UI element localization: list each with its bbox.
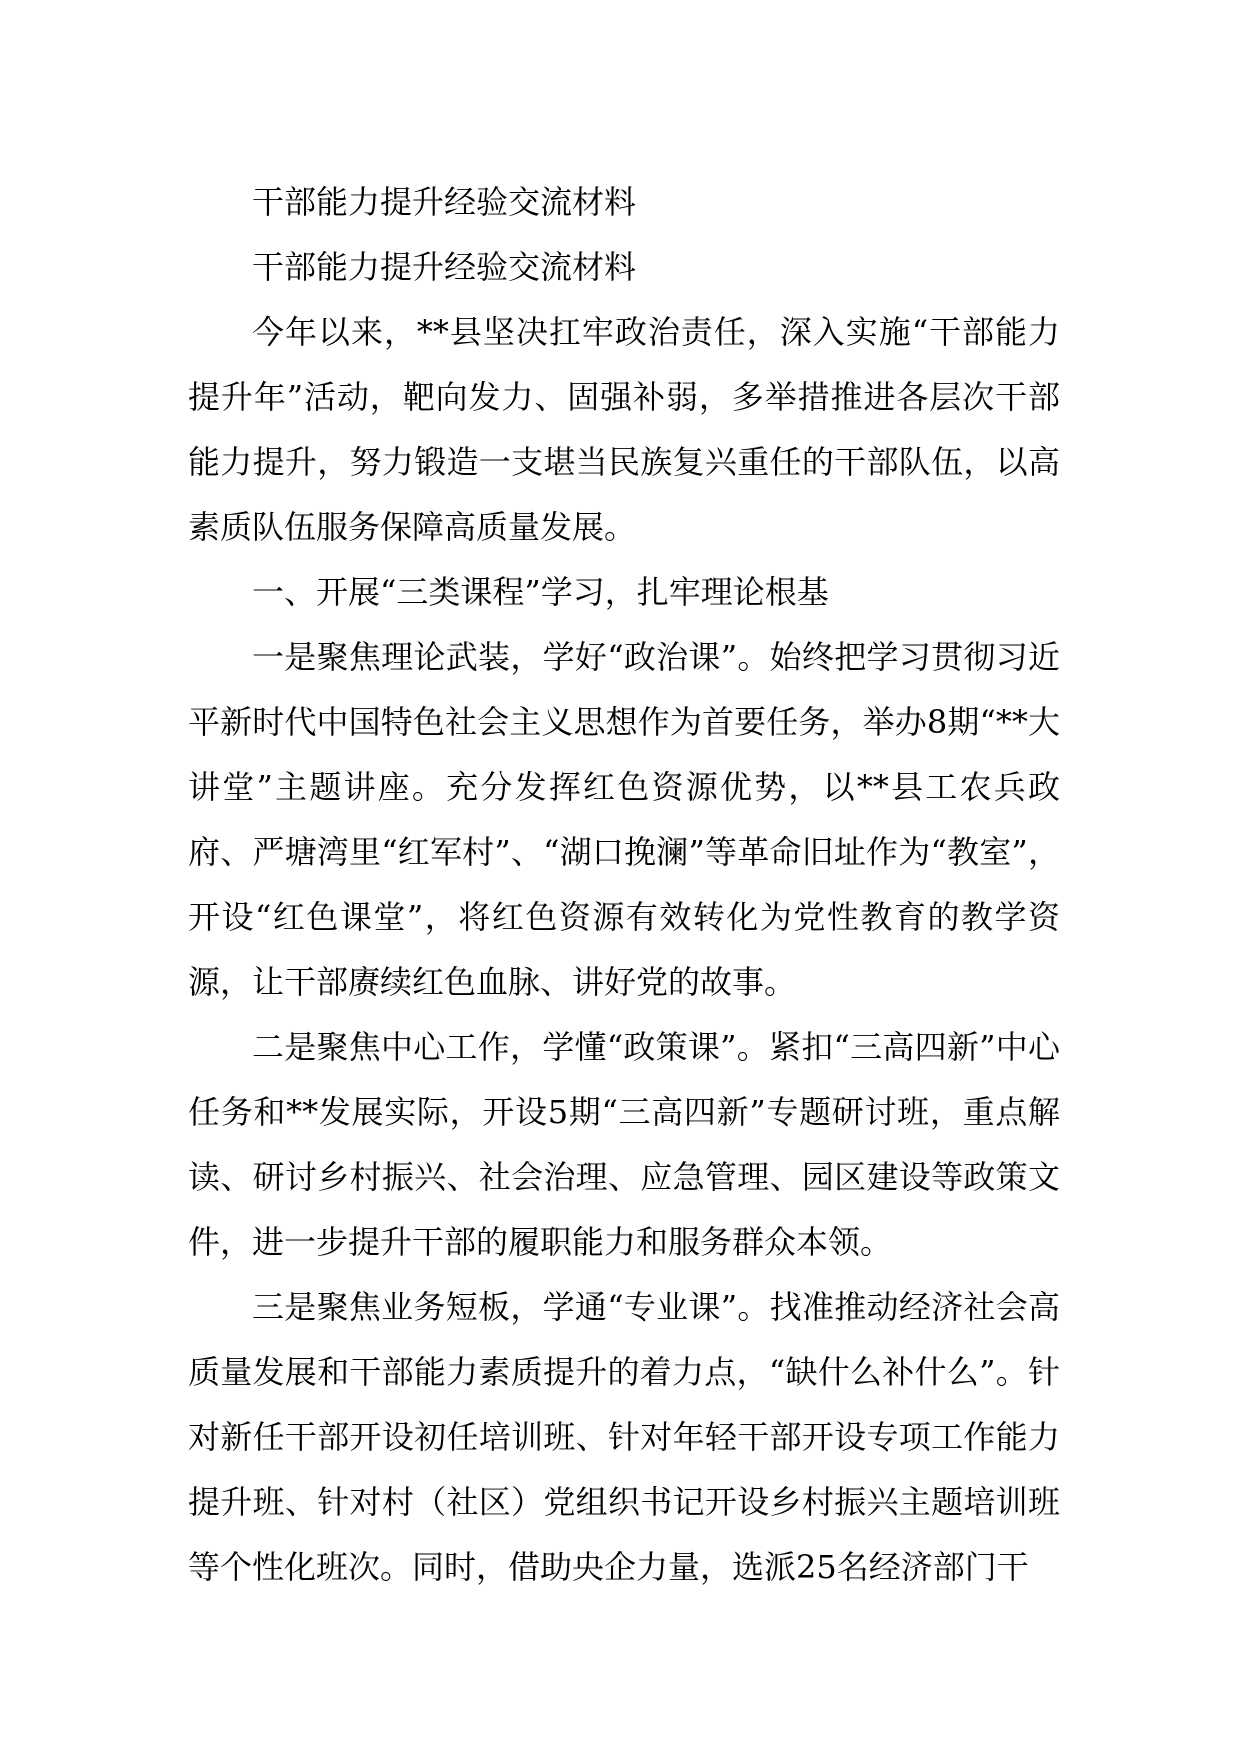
section-heading-1: 一、开展“三类课程”学习，扎牢理论根基 [252,573,829,611]
paragraph-professional-course: 三是聚焦业务短板，学通“专业课”。找准推动经济社会高质量发展和干部能力素质提升的着力点，“缺什么补什么”。针对新任干部开设初任培训班、针对年轻干部开设专项工作能力提升班、针对村（社区）党组织书记开设乡村振兴主题培训班等个性化班次。同时，借助央企力量，选派25名经济部门干 [188,1288,1060,1586]
document-title: 干部能力提升经验交流材料 [252,183,637,221]
paragraph-policy-course: 二是聚焦中心工作，学懂“政策课”。紧扣“三高四新”中心任务和**发展实际，开设5期“三高四新”专题研讨班，重点解读、研讨乡村振兴、社会治理、应急管理、园区建设等政策文件，进一步提升干部的履职能力和服务群众本领。 [188,1028,1060,1261]
paragraph-intro: 今年以来，**县坚决扛牢政治责任，深入实施“干部能力提升年”活动，靶向发力、固强补弱，多举措推进各层次干部能力提升，努力锻造一支堪当民族复兴重任的干部队伍，以高素质队伍服务保障高质量发展。 [188,313,1060,546]
document-subtitle: 干部能力提升经验交流材料 [252,248,637,286]
paragraph-political-course: 一是聚焦理论武装，学好“政治课”。始终把学习贯彻习近平新时代中国特色社会主义思想作为首要任务，举办8期“**大讲堂”主题讲座。充分发挥红色资源优势，以**县工农兵政府、严塘湾里“红军村”、“湖口挽澜”等革命旧址作为“教室”，开设“红色课堂”，将红色资源有效转化为党性教育的教学资源，让干部赓续红色血脉、讲好党的故事。 [188,638,1060,1001]
document-body [188,170,1060,1600]
